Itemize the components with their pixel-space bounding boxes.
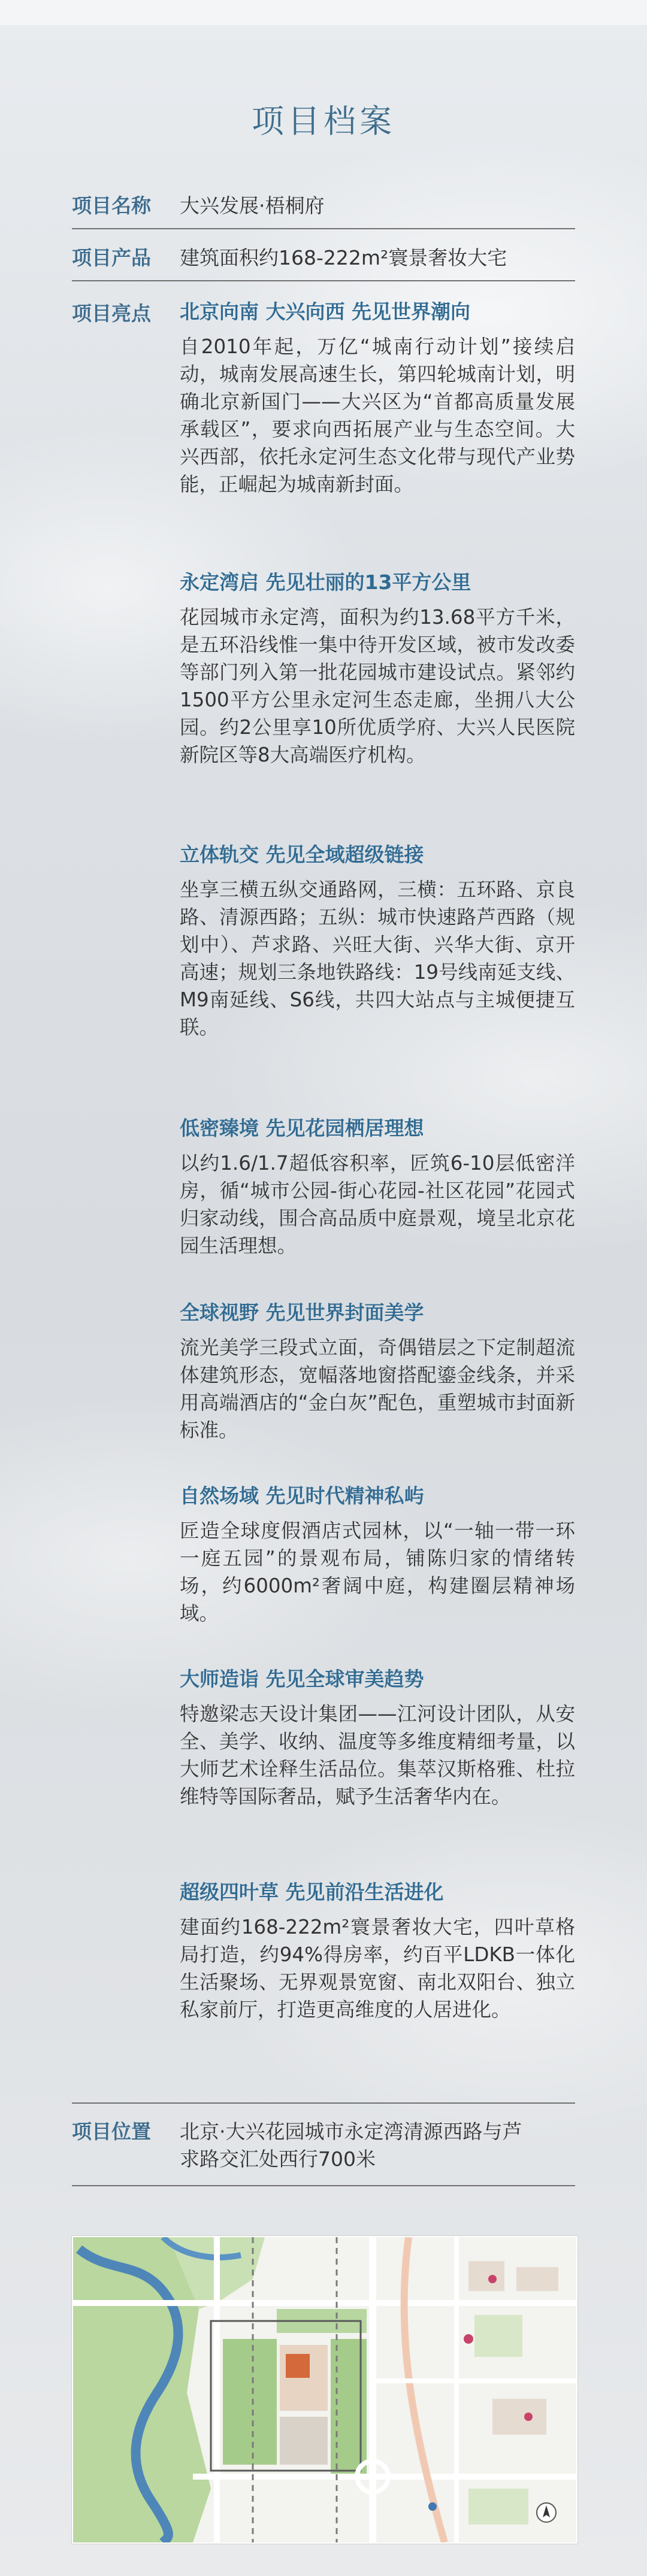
site-marker [286,2354,310,2378]
highlight-body: 流光美学三段式立面，奇偶错层之下定制超流体建筑形态，宽幅落地窗搭配鎏金线条，并采用高端酒店的“金白灰”配色，重塑城市封面新标准。 [180,1336,575,1442]
highlight-heading: 低密臻境 先见花园栖居理想 [180,1116,424,1140]
district-block [280,2417,328,2465]
project-name-label: 项目名称 [72,194,151,217]
project-location-row [72,2116,575,2176]
divider-3 [72,2102,575,2104]
highlight-2 [180,569,575,769]
block-east-1 [468,2261,504,2291]
project-product-value: 建筑面积约168-222m²寰景奢妆大宅 [180,246,507,269]
highlight-body: 特邀梁志天设计集团——江河设计团队，从安全、美学、收纳、温度等多维度精细考量，以大师艺术诠释生活品位。集萃汉斯格雅、杜拉维特等国际奢品，赋予生活奢华内在。 [180,1703,575,1808]
highlight-8 [180,1879,575,2023]
top-strip [0,0,647,25]
highlight-heading: 大师造诣 先见全球审美趋势 [180,1667,424,1691]
highlight-7 [180,1665,575,1810]
highlight-4 [180,1115,575,1260]
poi-dot-1 [464,2334,473,2344]
compass-icon [537,2503,556,2522]
block-east-2 [516,2267,558,2291]
divider-2 [72,280,575,281]
highlight-heading: 北京向南 大兴向西 先见世界潮向 [180,300,470,323]
highlight-3 [180,841,575,1041]
block-east-4 [492,2399,546,2435]
highlight-body: 坐享三横五纵交通路网，三横：五环路、京良路、清源西路；五纵：城市快速路芦西路（规划中）、芦求路、兴旺大街、兴华大街、京开高速；规划三条地铁路线：19号线南延支线、M9南延线、S6线，共四大站点与主城便捷互联。 [180,878,575,1039]
highlight-body: 自2010年起，万亿“城南行动计划”接续启动，城南发展高速生长，第四轮城南计划，明确北京新国门——大兴区为“首都高质量发展承载区”，要求向西拓展产业与生态空间。大兴西部，依托永定河生态文化带与现代产业势能，正崛起为城南新封面。 [180,335,575,496]
highlight-heading: 超级四叶草 先见前沿生活进化 [180,1880,444,1904]
project-name-value: 大兴发展·梧桐府 [180,194,325,217]
highlight-body: 建面约168-222m²寰景奢妆大宅，四叶草格局打造，约94%得房率，约百平LDKB一体化生活聚场、无界观景宽窗、南北双阳台、独立私家前厅，打造更高维度的人居进化。 [180,1916,575,2021]
block-east-5 [468,2489,528,2525]
highlight-body: 花园城市永定湾，面积为约13.68平方千米，是五环沿线惟一集中待开发区域，被市发改委等部门列入第一批花园城市建设试点。紧邻约1500平方公里永定河生态走廊，坐拥八大公园。约2公里享10所优质学府、大兴人民医院新院区等8大高端医疗机构。 [180,606,575,766]
highlight-body: 以约1.6/1.7超低容积率，匠筑6-10层低密洋房，循“城市公园-街心花园-社区花园”花园式归家动线，围合高品质中庭景观，境呈北京花园生活理想。 [180,1152,575,1257]
divider-4 [72,2185,575,2186]
project-location-line-2: 求路交汇处西行700米 [180,2147,376,2171]
block-east-3 [474,2315,522,2357]
project-location-label: 项目位置 [72,2120,151,2143]
location-map[interactable] [72,2236,578,2544]
location-map-graphic [73,2237,576,2542]
project-highlights-label: 项目亮点 [72,302,151,325]
poi-dot-4 [428,2502,437,2511]
project-location-line-1: 北京·大兴花园城市永定湾清源西路与芦 [180,2120,522,2143]
highlight-6 [180,1482,575,1627]
project-product-row [72,242,575,272]
highlight-heading: 永定湾启 先见壮丽的13平方公里 [180,571,471,594]
project-name-row [72,190,575,220]
park-west [223,2339,277,2465]
project-product-label: 项目产品 [72,246,151,269]
highlight-1 [180,298,575,498]
highlight-5 [180,1299,575,1444]
highlight-body: 匠造全球度假酒店式园林，以“一轴一带一环一庭五园”的景观布局，铺陈归家的情绪转场，约6000m²奢阔中庭，构建圈层精神场域。 [180,1519,575,1625]
highlight-heading: 自然场域 先见时代精神私屿 [180,1484,424,1507]
poi-dot-3 [524,2413,533,2421]
poi-dot-2 [488,2275,497,2283]
page-title: 项目档案 [252,102,395,140]
highlight-heading: 全球视野 先见世界封面美学 [180,1301,424,1324]
divider-1 [72,228,575,229]
highlight-heading: 立体轨交 先见全域超级链接 [180,843,424,866]
